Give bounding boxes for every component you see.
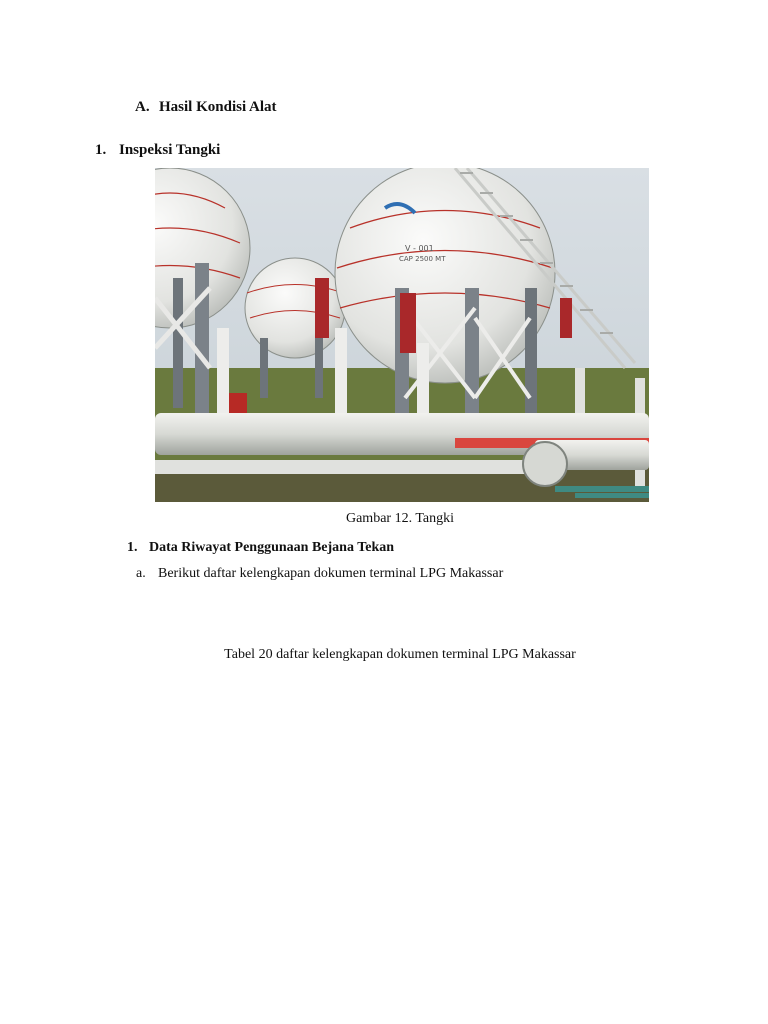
subheading-title: Data Riwayat Penggunaan Bejana Tekan: [149, 540, 395, 555]
subsection-heading: [95, 142, 220, 159]
tank-label-2: CAP 2500 MT: [399, 255, 446, 263]
section-heading: [135, 99, 277, 116]
tank-label-1: V - 001: [405, 244, 434, 253]
subsection-number: 1.: [95, 142, 107, 158]
tank-photo: [155, 168, 649, 502]
table-caption: Tabel 20 daftar kelengkapan dokumen terminal LPG Makassar: [224, 647, 576, 662]
subheading: [127, 540, 394, 556]
section-letter: A.: [135, 99, 150, 115]
list-text: Berikut daftar kelengkapan dokumen terminal LPG Makassar: [158, 566, 504, 581]
list-item: [136, 566, 503, 582]
subsection-title: Inspeksi Tangki: [119, 142, 221, 158]
list-marker: a.: [136, 566, 146, 581]
section-title: Hasil Kondisi Alat: [159, 99, 277, 115]
subheading-number: 1.: [127, 540, 138, 555]
figure-caption: Gambar 12. Tangki: [345, 511, 454, 526]
